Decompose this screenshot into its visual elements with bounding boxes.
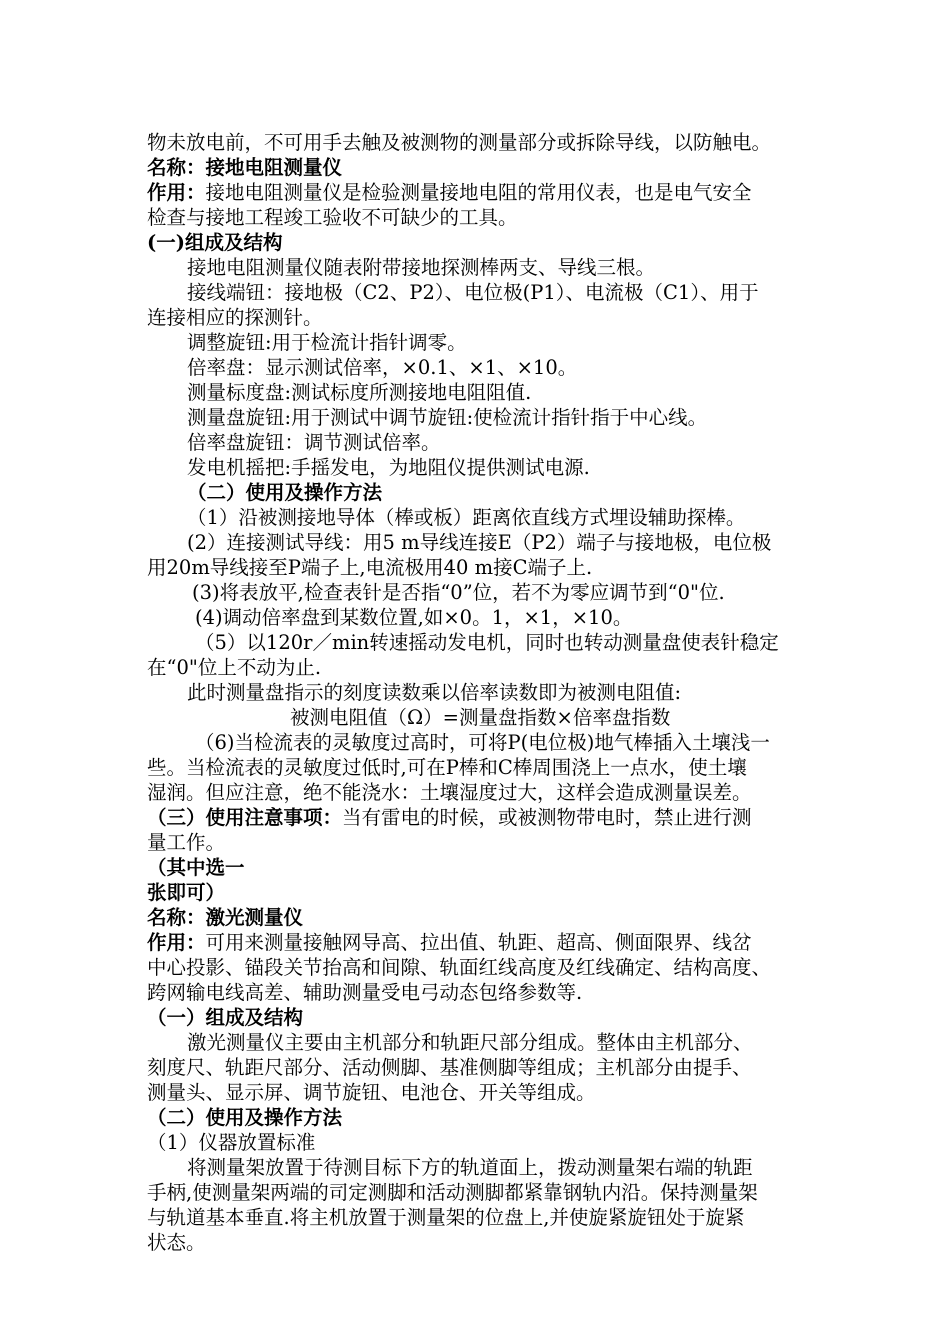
text-line: (4)调动倍率盘到某数位置,如×0。1，×1，×10。 xyxy=(195,606,633,629)
text-line: 调整旋钮:用于检流计指针调零。 xyxy=(187,331,467,354)
instrument-name: 激光测量仪 xyxy=(205,906,304,929)
text-line: 测量标度盘:测试标度所测接地电阻阻值. xyxy=(187,381,532,404)
text-line xyxy=(147,930,752,955)
function-label: 作用： xyxy=(147,931,206,954)
text-line: （5）以120r／min转速摇动发电机，同时也转动测量盘使表针稳定 xyxy=(195,631,779,654)
text-line: 用20m导线接至P端子上,电流极用40 m接C端子上. xyxy=(147,556,593,579)
section-title-line xyxy=(147,905,303,930)
text-line: (3)将表放平,检查表针是否指“0”位，若不为零应调节到“0"位. xyxy=(192,581,725,604)
text-line xyxy=(147,805,752,830)
instrument-name: 接地电阻测量仪 xyxy=(205,156,343,179)
text-line xyxy=(147,180,752,205)
section-title-line xyxy=(147,155,342,180)
notes-text: 当有雷电的时候，或被测物带电时，禁止进行测 xyxy=(342,806,752,829)
text-line: 测量头、显示屏、调节旋钮、电池仓、开关等组成。 xyxy=(147,1081,596,1104)
text-line: 测量盘旋钮:用于测试中调节旋钮:使检流计指针指于中心线。 xyxy=(187,406,708,429)
text-line: 检查与接地工程竣工验收不可缺少的工具。 xyxy=(147,206,518,229)
text-line: 手柄,使测量架两端的司定测脚和活动测脚都紧靠钢轨内沿。保持测量架 xyxy=(147,1181,758,1204)
text-line: 跨网输电线高差、辅助测量受电弓动态包络参数等. xyxy=(147,981,583,1004)
selection-note: 张即可） xyxy=(147,881,226,904)
name-label: 名称： xyxy=(147,906,206,929)
text-line: 倍率盘旋钮：调节测试倍率。 xyxy=(187,431,441,454)
section-heading: (一)组成及结构 xyxy=(147,231,283,254)
name-label: 名称： xyxy=(147,156,206,179)
text-line: 中心投影、锚段关节抬高和间隙、轨面红线高度及红线确定、结构高度、 xyxy=(147,956,772,979)
section-heading: （二）使用及操作方法 xyxy=(147,1106,343,1129)
text-line: 倍率盘：显示测试倍率，×0.1、×1、×10。 xyxy=(187,356,578,379)
section-heading: （一）组成及结构 xyxy=(147,1006,304,1029)
text-line: 与轨道基本垂直.将主机放置于测量架的位盘上,并使旋紧旋钮处于旋紧 xyxy=(147,1206,745,1229)
notes-label: （三）使用注意事项： xyxy=(147,806,343,829)
text-line: 刻度尺、轨距尺部分、活动侧脚、基准侧脚等组成；主机部分由提手、 xyxy=(147,1056,752,1079)
text-line: 连接相应的探测针。 xyxy=(147,306,323,329)
text-line: (2）连接测试导线：用5 m导线连接E（P2）端子与接地极，电位极 xyxy=(187,531,772,554)
text-line: 发电机摇把:手摇发电，为地阻仪提供测试电源. xyxy=(187,456,590,479)
selection-note: （其中选一 xyxy=(147,856,245,879)
function-text: 可用来测量接触网导高、拉出值、轨距、超高、侧面限界、线岔 xyxy=(205,931,752,954)
text-line: 物未放电前，不可用手去触及被测物的测量部分或拆除导线，以防触电。 xyxy=(147,131,772,154)
text-line: 此时测量盘指示的刻度读数乘以倍率读数即为被测电阻值: xyxy=(187,681,682,704)
text-line: 些。当检流表的灵敏度过低时,可在P棒和C棒周围浇上一点水，使土壤 xyxy=(147,756,747,779)
text-line: （1）沿被测接地导体（棒或板）距离依直线方式埋设辅助探棒。 xyxy=(187,506,746,529)
text-line: 接地电阻测量仪随表附带接地探测棒两支、导线三根。 xyxy=(187,256,656,279)
text-line: 在“0"位上不动为止. xyxy=(147,656,322,679)
text-line: 接线端钮：接地极（C2、P2）、电位极(P1）、电流极（C1）、用于 xyxy=(187,281,759,304)
function-text: 接地电阻测量仪是检验测量接地电阻的常用仪表，也是电气安全 xyxy=(205,181,752,204)
text-line: 激光测量仪主要由主机部分和轨距尺部分组成。整体由主机部分、 xyxy=(187,1031,753,1054)
function-label: 作用： xyxy=(147,181,206,204)
text-line: （1）仪器放置标准 xyxy=(147,1131,316,1154)
text-line: （6)当检流表的灵敏度过高时，可将P(电位极)地气棒插入土壤浅一 xyxy=(195,731,770,754)
text-line: 状态。 xyxy=(147,1231,206,1254)
text-line: 湿润。但应注意，绝不能浇水：土壤湿度过大，这样会造成测量误差。 xyxy=(147,781,752,804)
formula-line: 被测电阻值（Ω）=测量盘指数×倍率盘指数 xyxy=(290,706,671,729)
text-line: 将测量架放置于待测目标下方的轨道面上，拨动测量架右端的轨距 xyxy=(187,1156,753,1179)
section-heading: （二）使用及操作方法 xyxy=(187,481,383,504)
text-line: 量工作。 xyxy=(147,831,226,854)
